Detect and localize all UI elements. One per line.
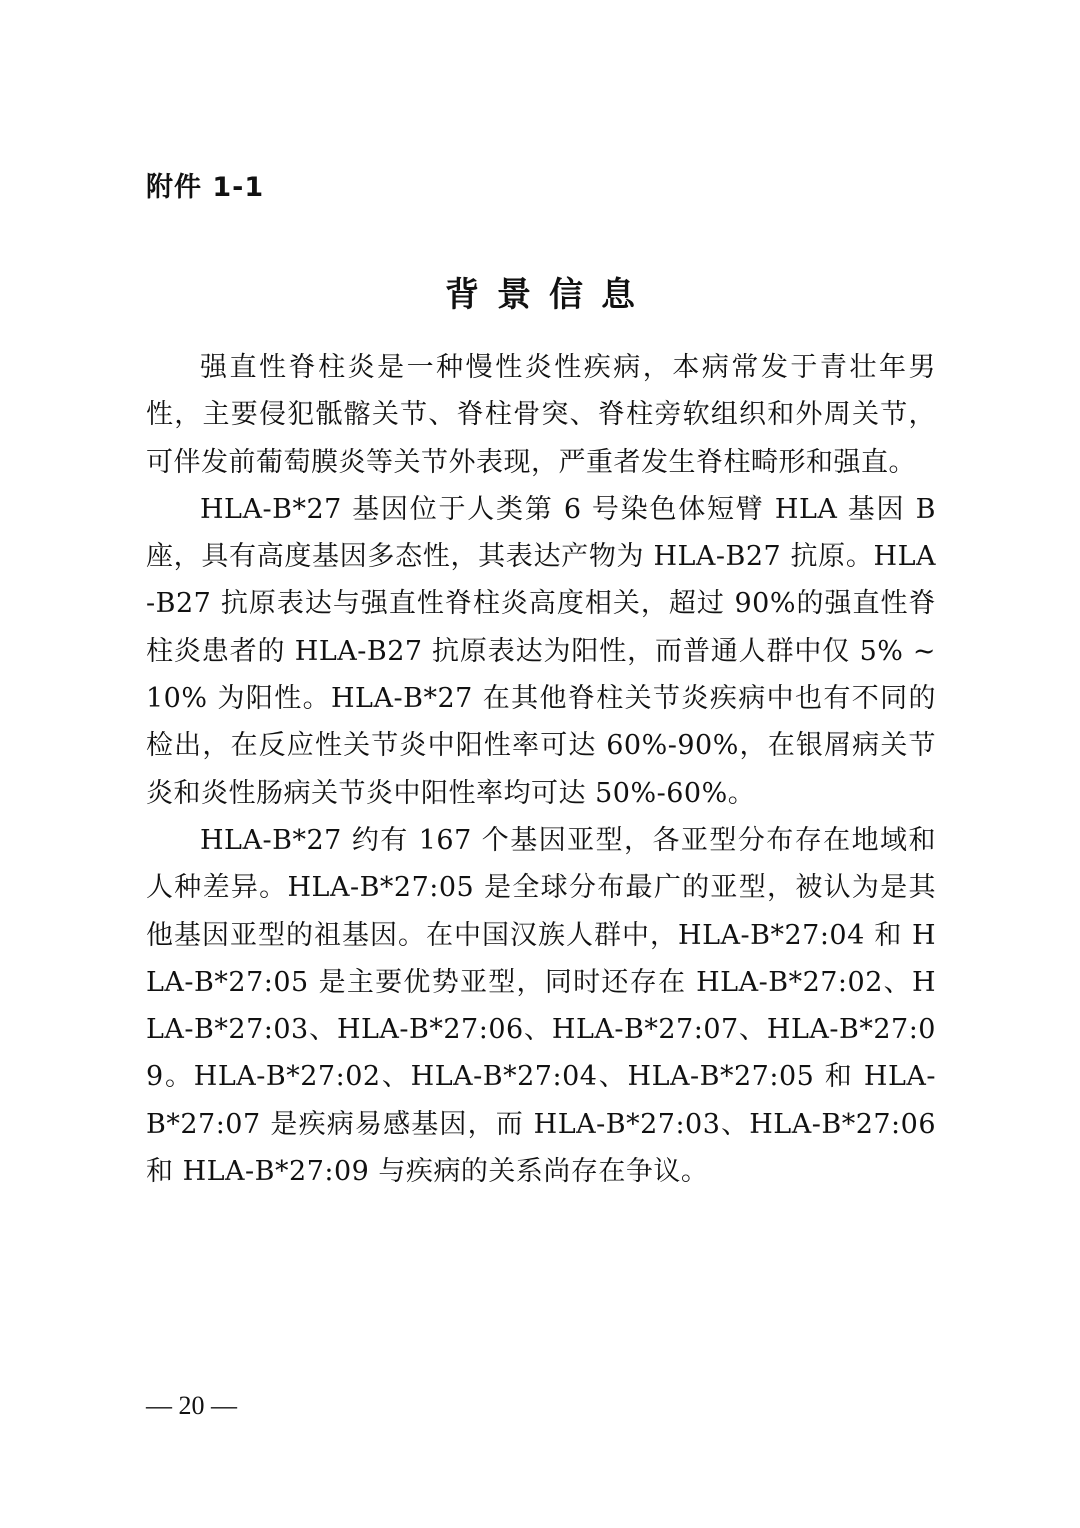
paragraph-3: HLA-B*27 约有 167 个基因亚型，各亚型分布存在地域和人种差异。HLA-B*27:05 是全球分布最广的亚型，被认为是其他基因亚型的祖基因。在中国汉族人群中，HLA-B*27:04 和 HLA-B*27:05 是主要优势亚型，同时还存在 HLA-B*27:02、HLA-B*27:03、HLA-B*27:06、HLA-B*27:07、HLA-B*27:09。HLA-B*27:02、HLA-B*27:04、HLA-B*27:05 和 HLA-B*27:07 是疾病易感基因，而 HLA-B*27:03、HLA-B*27:06 和 HLA-B*27:09 与疾病的关系尚存在争议。 (146, 824, 936, 1188)
document-body (146, 344, 936, 1195)
page-number: — 20 — (146, 1391, 237, 1420)
attachment-label: 附件 1-1 (146, 172, 265, 203)
paragraph-1: 强直性脊柱炎是一种慢性炎性疾病，本病常发于青壮年男性，主要侵犯骶髂关节、脊柱骨突、脊柱旁软组织和外周关节，可伴发前葡萄膜炎等关节外表现，严重者发生脊柱畸形和强直。 (146, 352, 936, 478)
page-title: 背景信息 (445, 275, 653, 315)
paragraph-2: HLA-B*27 基因位于人类第 6 号染色体短臂 HLA 基因 B 座，具有高度基因多态性，其表达产物为 HLA-B27 抗原。HLA-B27 抗原表达与强直性脊柱炎高度相关，超过 90%的强直性脊柱炎患者的 HLA-B27 抗原表达为阳性，而普通人群中仅 5% ~10% 为阳性。HLA-B*27 在其他脊柱关节炎疾病中也有不同的检出，在反应性关节炎中阳性率可达 60%-90%，在银屑病关节炎和炎性肠病关节炎中阳性率均可达 50%-60%。 (146, 493, 936, 809)
